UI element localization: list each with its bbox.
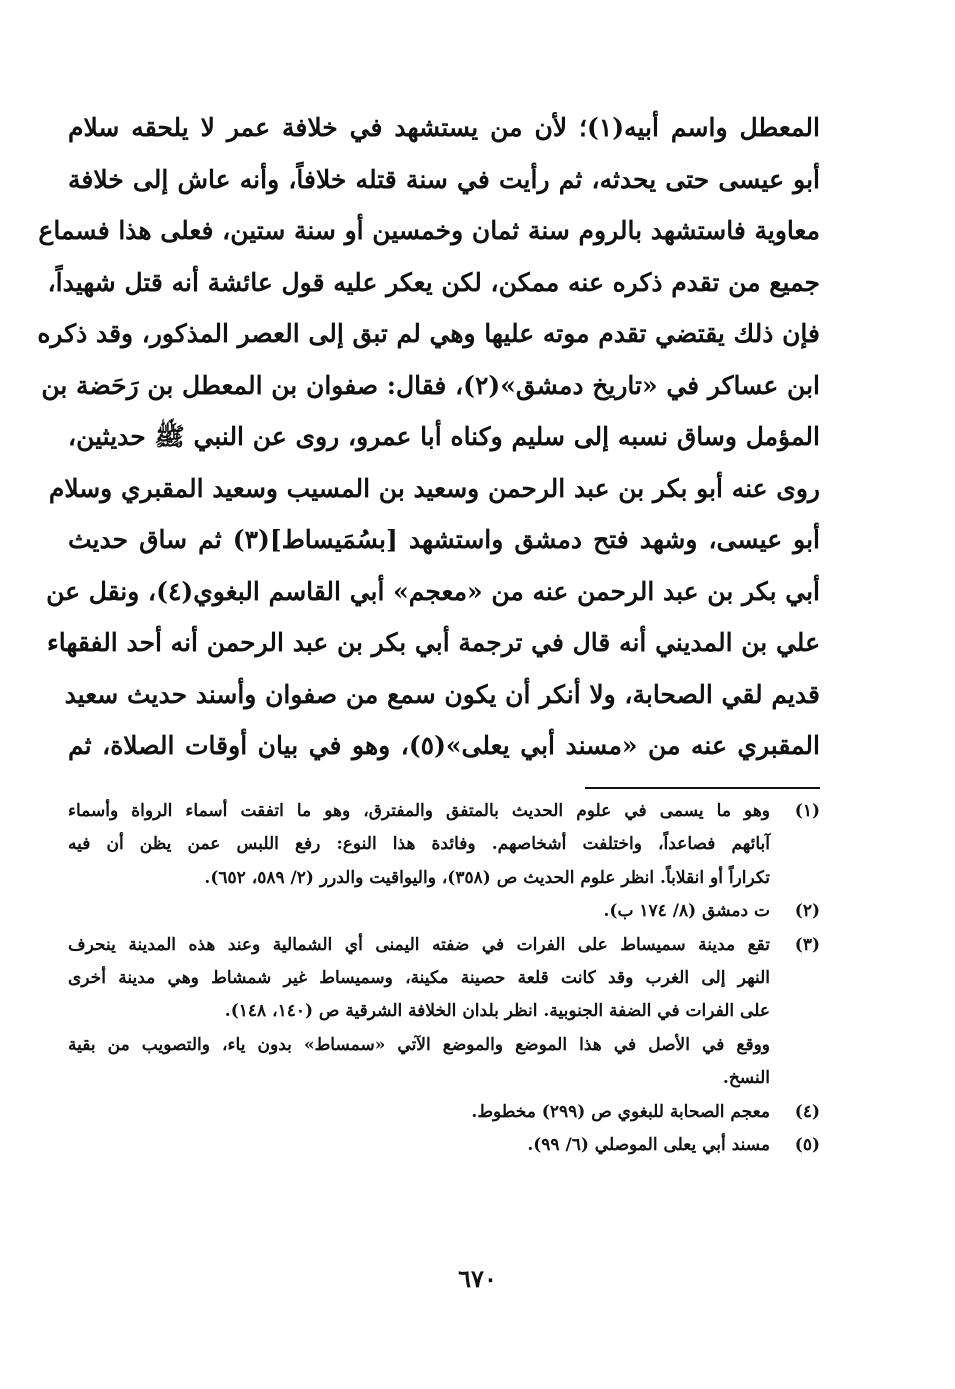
footnote-line: النهر إلى الغرب وقد كانت قلعة حصينة مكينة، وسميساط غير شمشاط وهي مدينة أخرى: [68, 967, 770, 988]
footnote-line: معجم الصحابة للبغوي ص (٢٩٩) مخطوط.: [471, 1101, 770, 1122]
footnote-line: النسخ.: [722, 1068, 770, 1089]
footnote-number: (٣): [794, 934, 820, 955]
footnote-line: ووقع في الأصل في هذا الموضع والموضع الآتي «سمساط» بدون ياء، والتصويب من بقية: [68, 1034, 770, 1055]
footnote-2: [68, 895, 820, 928]
text-line: المعطل واسم أبيه(١)؛ لأن من يستشهد في خلافة عمر لا يلحقه سلام: [68, 113, 820, 142]
footnote-number: (٥): [794, 1134, 820, 1155]
footnote-line: ت دمشق (٨/ ١٧٤ ب).: [603, 901, 770, 922]
footnote-separator: [585, 787, 820, 789]
text-line: روى عنه أبو بكر بن عبد الرحمن وسعيد بن المسيب وسعيد المقبري وسلام: [48, 473, 820, 503]
footnote-line: على الفرات في الضفة الجنوبية. انظر بلدان الخلافة الشرقية ص (١٤٠، ١٤٨).: [224, 1001, 770, 1022]
footnote-number: (٢): [794, 901, 820, 922]
page-number: ٦٧٠: [458, 1264, 497, 1293]
footnotes: [68, 795, 820, 1162]
footnote-line: تكراراً أو انقلاباً. انظر علوم الحديث ص (٣٥٨)، واليواقيت والدرر (٢/ ٥٨٩، ٦٥٢).: [204, 867, 770, 888]
text-line: ابن عساكر في «تاريخ دمشق»(٢)، فقال: صفوان بن المعطل بن رَحَضة بن: [41, 370, 820, 400]
text-line: المؤمل وساق نسبه إلى سليم وكناه أبا عمرو، روى عن النبي ﷺ حديثين،: [68, 422, 820, 451]
text-line: أبو عيسى حتى يحدثه، ثم رأيت في سنة قتله خلافاً، وأنه عاش إلى خلافة: [68, 164, 820, 194]
text-line: المقبري عنه من «مسند أبي يعلى»(٥)، وهو في بيان أوقات الصلاة، ثم: [68, 731, 820, 760]
footnote-line: وهو ما يسمى في علوم الحديث بالمتفق والمفترق، وهو ما اتفقت أسماء الرواة وأسماء: [68, 801, 770, 821]
footnote-number: (١): [794, 801, 820, 821]
text-line: فإن ذلك يقتضي تقدم موته عليها وهي لم تبق إلى العصر المذكور، وقد ذكره: [37, 319, 820, 348]
text-line: قديم لقي الصحابة، ولا أنكر أن يكون سمع من صفوان وأسند حديث سعيد: [64, 679, 820, 709]
footnote-5: [68, 1129, 820, 1162]
text-line: أبو عيسى، وشهد فتح دمشق واستشهد [بسُمَيساط](٣) ثم ساق حديث: [68, 525, 820, 554]
text-line: أبي بكر بن عبد الرحمن عنه من «معجم» أبي القاسم البغوي(٤)، ونقل عن: [46, 576, 820, 606]
text-line: علي بن المديني أنه قال في ترجمة أبي بكر بن عبد الرحمن أنه أحد الفقهاء: [47, 628, 820, 657]
footnote-line: آبائهم فصاعداً، واختلفت أشخاصهم. وفائدة هذا النوع: رفع اللبس عمن يظن أن فيه: [68, 834, 770, 855]
main-text: [37, 102, 820, 772]
footnote-1: [68, 795, 820, 895]
footnote-number: (٤): [794, 1101, 820, 1122]
text-line: معاوية فاستشهد بالروم سنة ثمان وخمسين أو سنة ستين، فعلى هذا فسماع: [38, 216, 820, 245]
footnote-3: [68, 929, 820, 1096]
footnote-line: مسند أبي يعلى الموصلي (٦/ ٩٩).: [527, 1134, 770, 1155]
text-line: جميع من تقدم ذكره عنه ممكن، لكن يعكر عليه قول عائشة أنه قتل شهيداً،: [47, 267, 820, 297]
footnote-4: [68, 1096, 820, 1129]
footnote-line: تقع مدينة سميساط على الفرات في ضفته اليمنى أي الشمالية وعند هذه المدينة ينحرف: [68, 934, 770, 955]
